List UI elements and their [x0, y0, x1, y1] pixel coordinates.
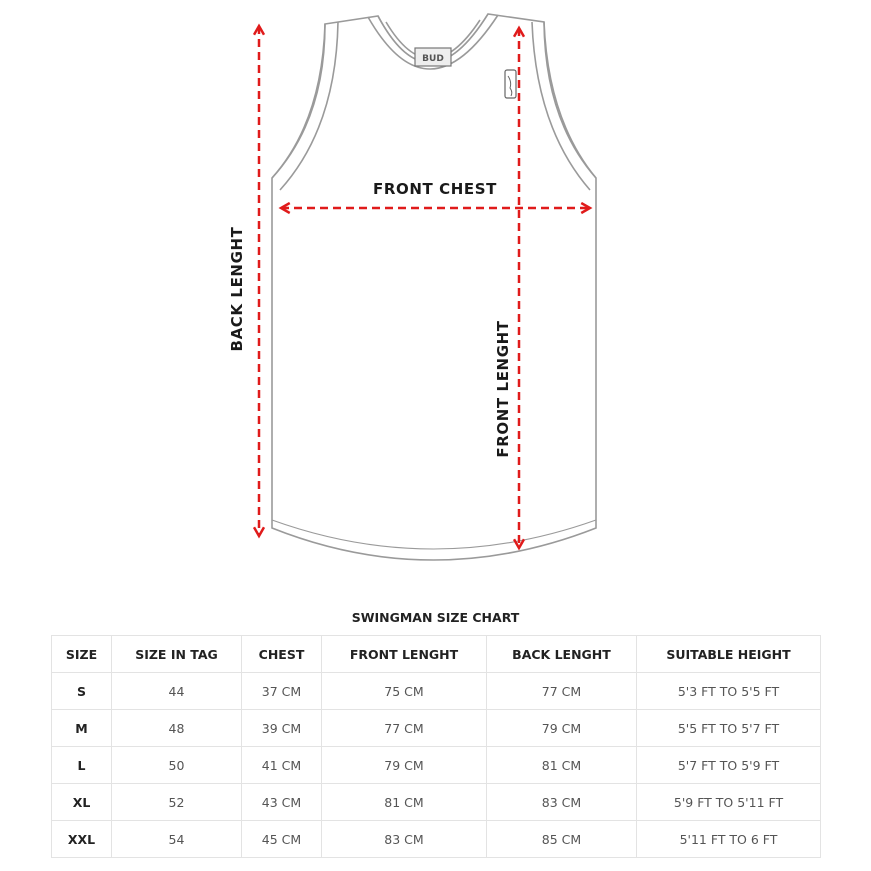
cell-chest: 43 CM [242, 784, 322, 821]
cell-back-length: 81 CM [487, 747, 637, 784]
cell-front-length: 81 CM [322, 784, 487, 821]
cell-size: L [52, 747, 112, 784]
header-chest: CHEST [242, 636, 322, 673]
table-row [52, 673, 821, 710]
size-chart-table [51, 635, 821, 858]
cell-front-length: 79 CM [322, 747, 487, 784]
cell-size-in-tag: 50 [112, 747, 242, 784]
nba-logo-icon [505, 70, 516, 98]
bud-tag [415, 48, 451, 66]
table-row [52, 784, 821, 821]
cell-suitable-height: 5'3 FT TO 5'5 FT [637, 673, 821, 710]
cell-suitable-height: 5'5 FT TO 5'7 FT [637, 710, 821, 747]
cell-size-in-tag: 52 [112, 784, 242, 821]
front-length-label: FRONT LENGHT [494, 320, 512, 458]
header-front-length: FRONT LENGHT [322, 636, 487, 673]
cell-size-in-tag: 48 [112, 710, 242, 747]
cell-chest: 37 CM [242, 673, 322, 710]
cell-suitable-height: 5'7 FT TO 5'9 FT [637, 747, 821, 784]
table-row [52, 821, 821, 858]
table-row [52, 710, 821, 747]
cell-front-length: 77 CM [322, 710, 487, 747]
size-chart-title: SWINGMAN SIZE CHART [351, 610, 520, 625]
header-size-in-tag: SIZE IN TAG [112, 636, 242, 673]
cell-front-length: 75 CM [322, 673, 487, 710]
cell-chest: 41 CM [242, 747, 322, 784]
table-header-row [52, 636, 821, 673]
header-back-length: BACK LENGHT [487, 636, 637, 673]
cell-size: S [52, 673, 112, 710]
header-size: SIZE [52, 636, 112, 673]
cell-size-in-tag: 54 [112, 821, 242, 858]
front-chest-label: FRONT CHEST [373, 180, 497, 198]
cell-front-length: 83 CM [322, 821, 487, 858]
cell-size: M [52, 710, 112, 747]
jersey-outline [272, 14, 596, 560]
header-suitable-height: SUITABLE HEIGHT [637, 636, 821, 673]
cell-size: XL [52, 784, 112, 821]
cell-back-length: 85 CM [487, 821, 637, 858]
cell-chest: 39 CM [242, 710, 322, 747]
cell-suitable-height: 5'11 FT TO 6 FT [637, 821, 821, 858]
cell-suitable-height: 5'9 FT TO 5'11 FT [637, 784, 821, 821]
cell-size: XXL [52, 821, 112, 858]
cell-chest: 45 CM [242, 821, 322, 858]
cell-back-length: 77 CM [487, 673, 637, 710]
cell-size-in-tag: 44 [112, 673, 242, 710]
back-length-label: BACK LENGHT [228, 226, 246, 352]
cell-back-length: 83 CM [487, 784, 637, 821]
cell-back-length: 79 CM [487, 710, 637, 747]
table-row [52, 747, 821, 784]
tag-text: BUD [422, 54, 444, 64]
